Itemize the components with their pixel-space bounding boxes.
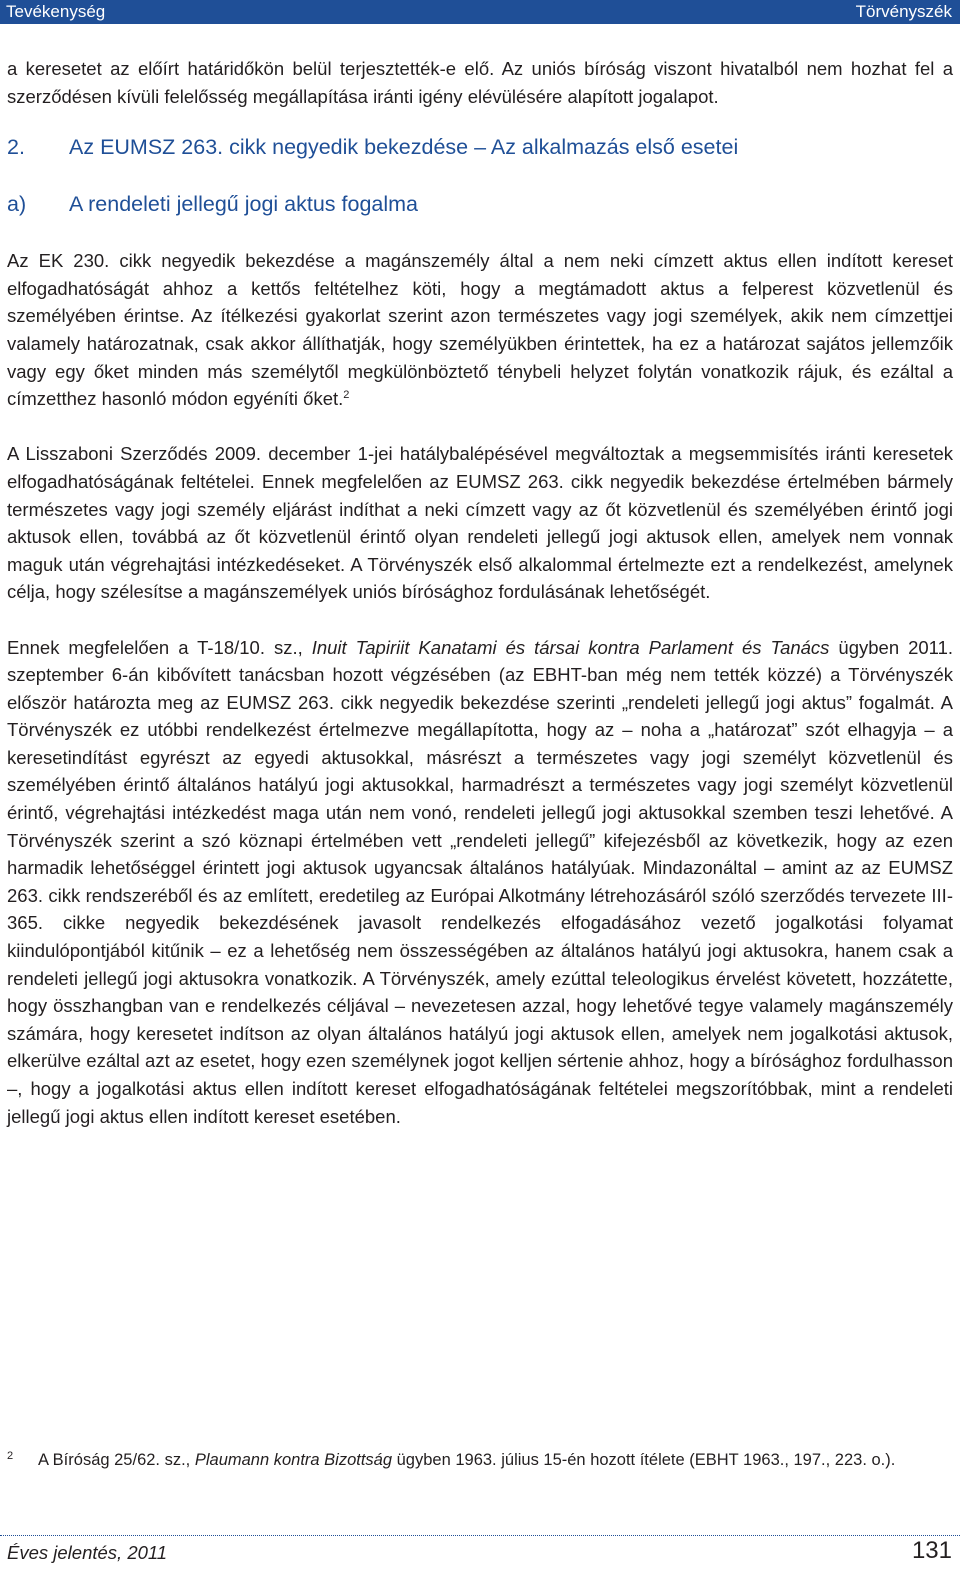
section-number: 2. [7, 135, 25, 160]
header-court-label: Törvényszék [855, 2, 952, 21]
case-name: Inuit Tapiriit Kanatami és társai kontra Parlament és Tanács [311, 636, 830, 658]
subsection-heading [7, 190, 953, 218]
subsection-letter: a) [7, 192, 27, 217]
header-section-label: Tevékenység [6, 2, 106, 21]
paragraph-3 [7, 634, 953, 1131]
running-header [0, 0, 960, 24]
page-number: 131 [911, 1537, 952, 1564]
footnote-text [38, 1447, 953, 1475]
footnote-case-name: Plaumann kontra Bizottság [194, 1451, 393, 1469]
footnote-mark: 2 [7, 1450, 14, 1462]
footer-divider [0, 1535, 960, 1536]
footnote-start: A Bíróság 25/62. sz., [38, 1451, 195, 1469]
footer-report-title: Éves jelentés, 2011 [7, 1542, 168, 1563]
paragraph-3-rest: ügyben 2011. szeptember 6-án kibővített tanácsban hozott végzésében (az EBHT-ban még nem tették közzé) a Törvényszék először határozta meg az EUMSZ 263. cikk negyedik bekezdése szerinti „rendeleti jellegű jogi aktus” fogalmát. A Törvényszék ez utóbbi rendelkezést értelmezve megállapította, hogy az – noha a „határozat” szót elhagyja – a keresetindítást egyrészt az egyedi aktusokkal, másrészt a természetes vagy jogi személyt közvetlenül és személyében érintő általános hatályú jogi aktusokkal, harmadrészt a természetes vagy jogi személyt közvetlenül érintő, végrehajtási intézkedést maga után nem vonó, rendeleti jellegű jogi aktusokkal szemben teszi lehetővé. A Törvényszék szerint a szó köznapi értelmében vett „rendeleti jellegű” kifejezésből az következik, hogy az ezen harmadik lehetőséggel érintett jogi aktusok ugyancsak általános hatályúak. Mindazonáltal – amint az az EUMSZ 263. cikk rendszeréből és az említett, eredetileg az Európai Alkotmány létrehozásáról szóló szerződés tervezete III-365. cikke negyedik bekezdésének javasolt rendelkezés elfogadásához vezető jogalkotási folyamat kiindulópontjából kitűnik – ez a lehetőség nem összességében az általános hatályú jogi aktusokra, hanem csak a rendeleti jellegű jogi aktusokra vonatkozik. A Törvényszék, amely ezúttal teleologikus érvelést követett, hozzátette, hogy összhangban van e rendelkezés céljával – nevezetesen azzal, hogy lehetővé tegye valamely magánszemély számára, hogy keresetet indítson az olyan általános hatályú jogi aktusok ellen, amelyek nem jogalkotási aktusok, elkerülve ezáltal azt az esetet, hogy ezen személynek jogot kelljen sértenie ahhoz, hogy a bírósághoz fordulhasson –, hogy a jogalkotási aktus ellen indított kereset elfogadhatóságának feltételei megszorítóbbak, mint a rendeleti jellegű jogi aktus ellen indított kereset esetében. [7, 636, 953, 1127]
section-heading [7, 133, 953, 161]
paragraph-2: A Lisszaboni Szerződés 2009. december 1-jei hatálybalépésével megváltoztak a megsemmisítés iránti keresetek elfogadhatóságának feltételei. Ennek megfelelően az EUMSZ 263. cikk negyedik bekezdése értelmében bármely természetes vagy jogi személy eljárást indíthat a neki címzett vagy az őt közvetlenül és személyében érintő jogi aktusok ellen, továbbá az őt közvetlenül érintő olyan rendeleti jellegű jogi aktusok ellen, amelyek nem vonnak maguk után végrehajtási intézkedéseket. A Törvényszék első alkalommal értelmezte ezt a rendelkezést, amelynek célja, hogy szélesítse a magánszemélyek uniós bírósághoz fordulásának lehetőségét. [7, 443, 953, 603]
paragraph-1-text: Az EK 230. cikk negyedik bekezdése a magánszemély által a nem neki címzett aktus ellen indított kereset elfogadhatóságát ahhoz a kettős feltételhez köti, hogy a megtámadott aktus a felperest közvetlenül és személyében érintse. Az ítélkezési gyakorlat szerint azon természetes vagy jogi személyek, akik nem címzettjei valamely határozatnak, csak akkor állíthatják, hogy személyükben érintettek, ha ez a határozat sajátos jellemzőik vagy egy őket minden más személytől megkülönböztető ténybeli helyzet folytán vonatkozik rájuk, és ezáltal a címzetthez hasonló módon egyéníti őket. [7, 250, 953, 410]
footnote [7, 1447, 953, 1475]
page-body [7, 55, 953, 1130]
section-title: Az EUMSZ 263. cikk negyedik bekezdése – Az alkalmazás első esetei [69, 135, 739, 160]
paragraph-1 [7, 247, 953, 413]
footnote-rest: ügyben 1963. július 15-én hozott ítélete (EBHT 1963., 197., 223. o.). [392, 1451, 896, 1469]
intro-paragraph: a keresetet az előírt határidőkön belül terjesztették-e elő. Az uniós bíróság viszont hivatalból nem hozhat fel a szerződésen kívüli felelősség megállapítása iránti igény elévülésére alapított jogalapot. [7, 58, 953, 107]
paragraph-3-start: Ennek megfelelően a T-18/10. sz., [7, 636, 312, 658]
footnote-reference[interactable]: 2 [343, 389, 350, 401]
subsection-title: A rendeleti jellegű jogi aktus fogalma [69, 192, 418, 217]
